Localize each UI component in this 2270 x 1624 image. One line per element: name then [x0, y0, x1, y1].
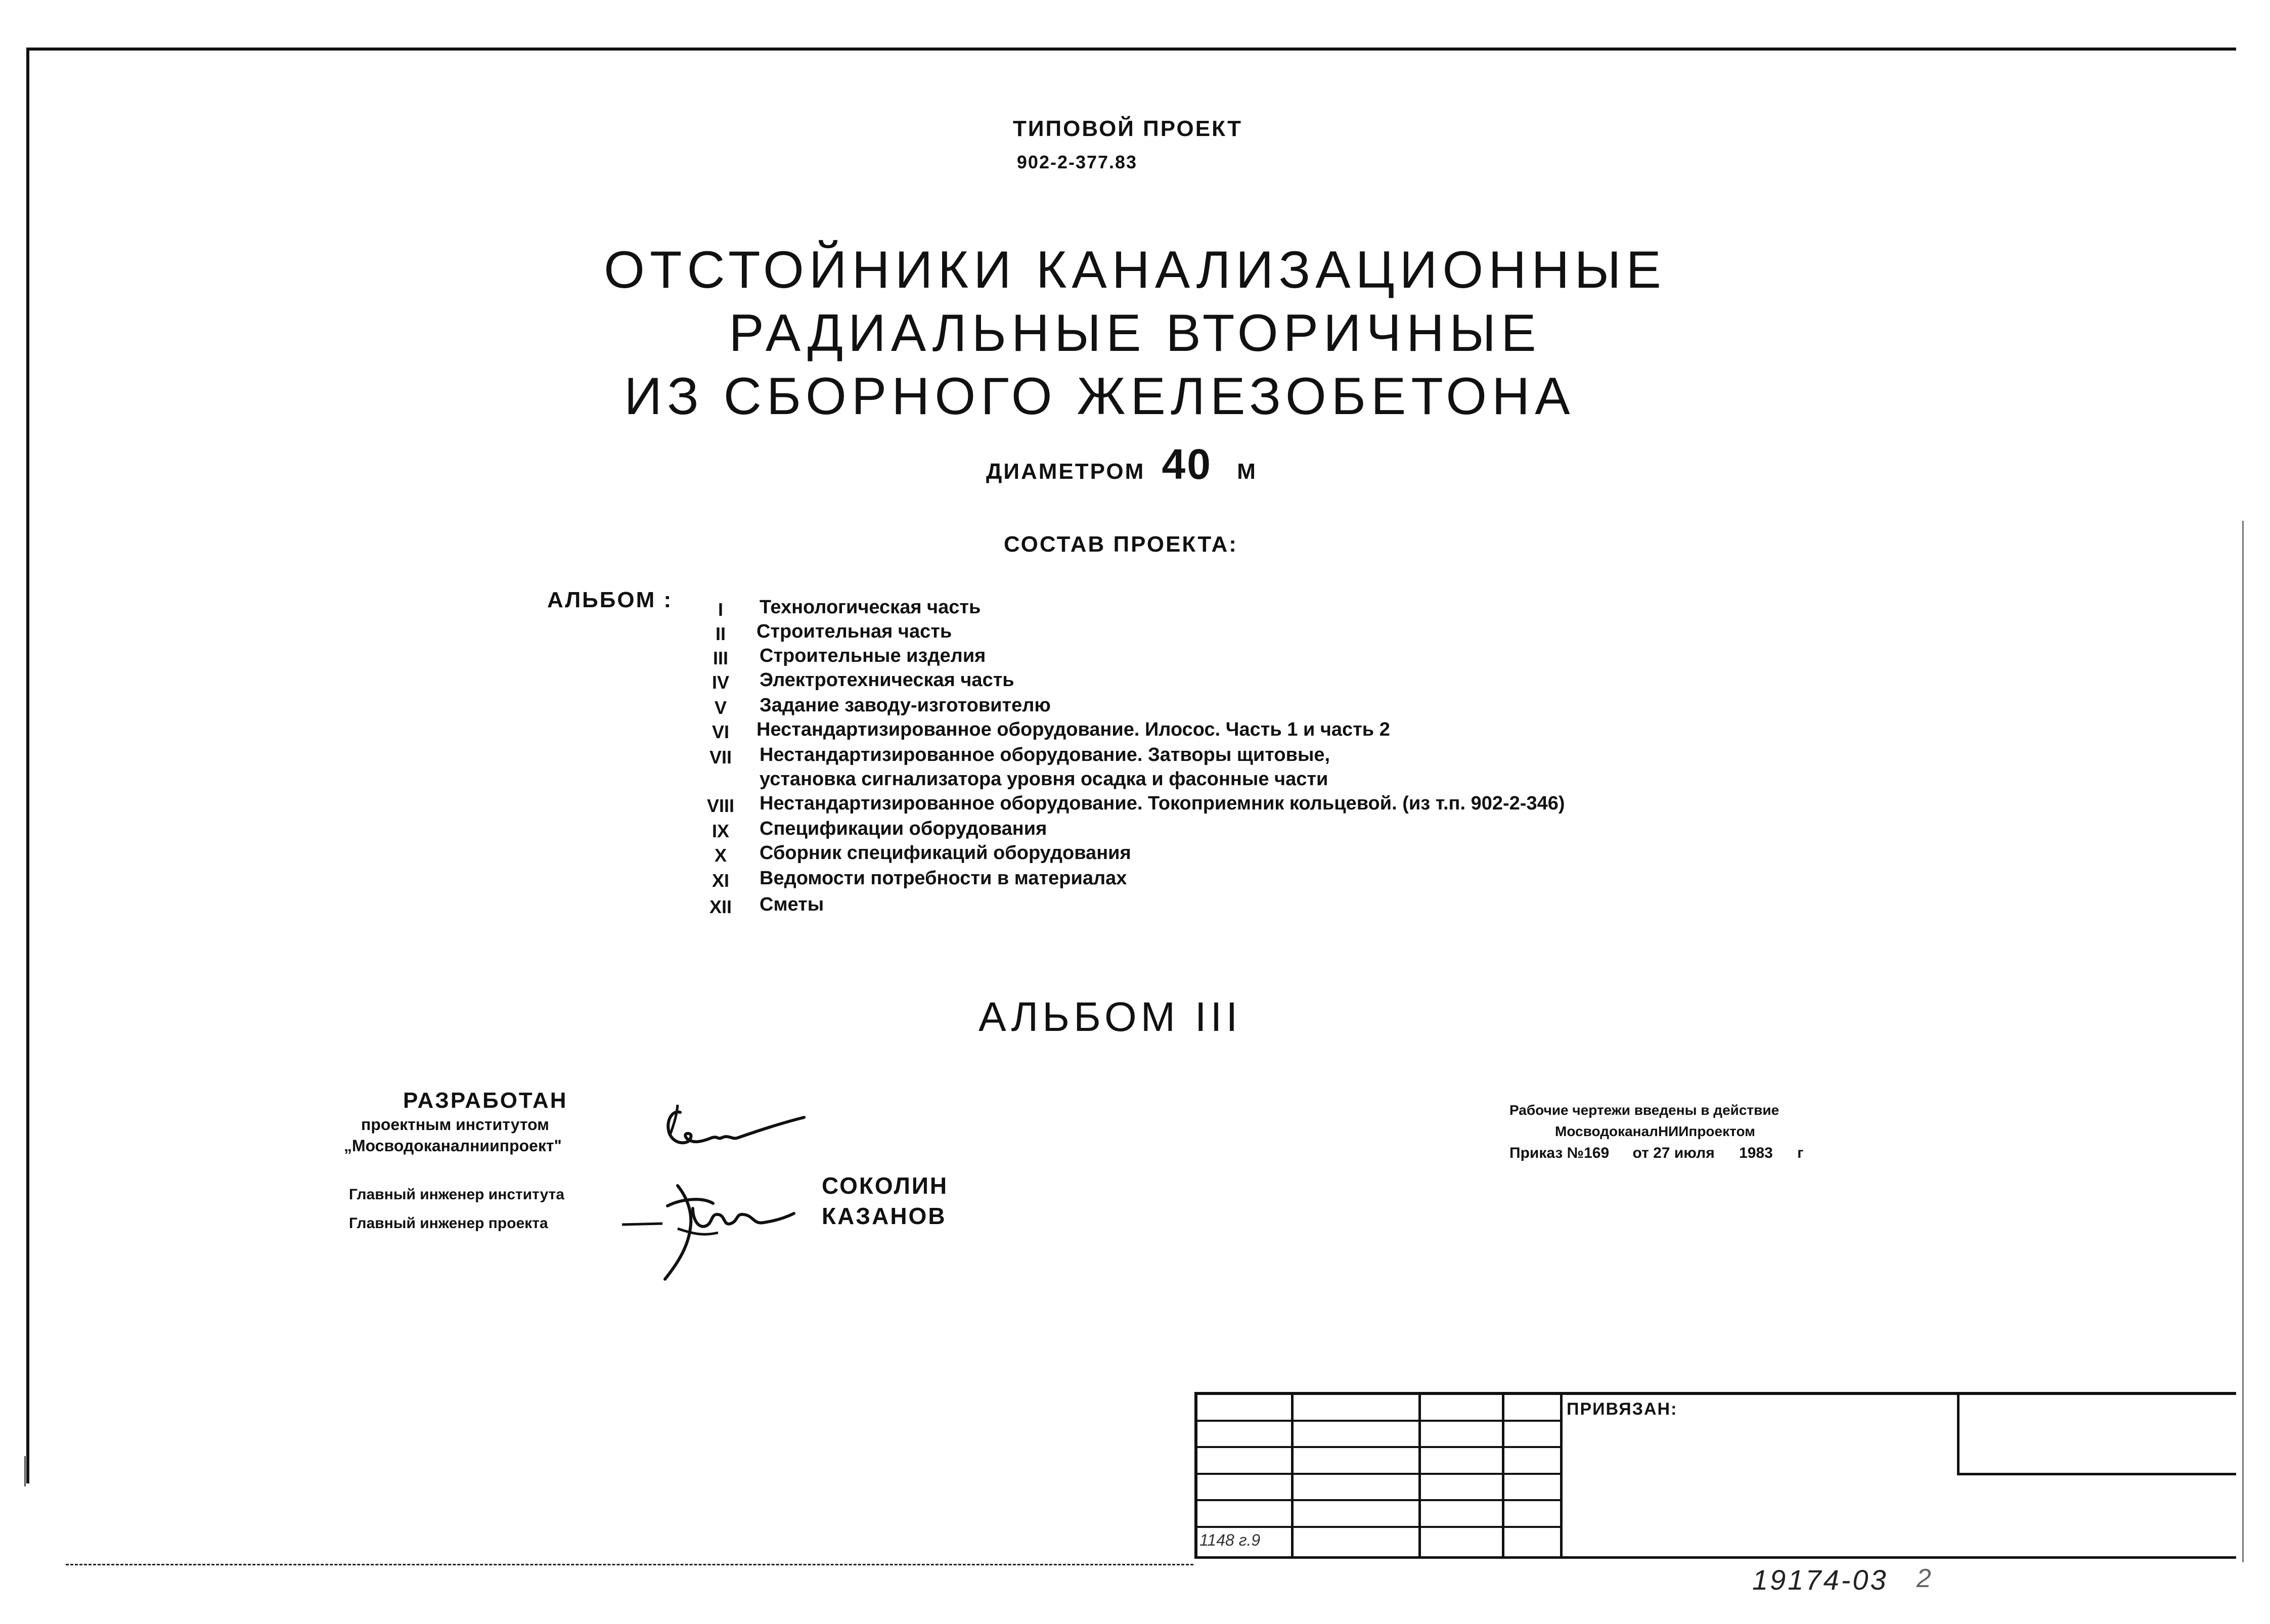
chief-project-label: Главный инженер проекта [349, 1215, 548, 1232]
project-number: 902-2-377.83 [1016, 152, 1138, 172]
album-description: Ведомости потребности в материалах [760, 868, 1127, 889]
approval-order-line [1509, 1145, 1804, 1162]
approval-line-2: МосводоканалНИИпроектом [1555, 1123, 1755, 1139]
title-block-col-divider [1502, 1392, 1504, 1559]
signature-developer-icon [657, 1097, 809, 1163]
inventory-handwritten: 1148 г.9 [1199, 1531, 1261, 1549]
title-line-1: ОТСТОЙНИКИ КАНАЛИЗАЦИОННЫЕ [604, 241, 1666, 299]
album-title: АЛЬБОМ III [978, 994, 1242, 1040]
album-number: VI [711, 721, 729, 742]
chief-institute-label: Главный инженер института [349, 1186, 565, 1203]
attached-label: ПРИВЯЗАН: [1567, 1400, 1678, 1419]
album-number: IV [711, 672, 729, 693]
date-year: 1983 [1739, 1145, 1773, 1161]
title-block-bottom-line [1194, 1556, 2236, 1559]
title-block-col-divider [1291, 1392, 1294, 1559]
developer-line-1: проектным институтом [361, 1115, 549, 1134]
order-number: 169 [1584, 1145, 1610, 1161]
album-description: Нестандартизированное оборудование. Токоприемник кольцевой. (из т.п. 902-2-346) [760, 793, 1565, 814]
title-block-row-line [1194, 1499, 1563, 1501]
title-block-col-divider [1560, 1392, 1563, 1559]
album-number: II [715, 623, 726, 644]
date-month: июля [1674, 1145, 1715, 1161]
album-number: V [714, 697, 727, 718]
contents-heading: СОСТАВ ПРОЕКТА: [1004, 532, 1238, 557]
frame-top-line [26, 48, 2236, 51]
album-label: АЛЬБОМ : [547, 588, 673, 612]
diameter-line [986, 440, 1257, 489]
album-number: VII [709, 747, 732, 768]
album-description: Электротехническая часть [760, 669, 1014, 691]
signature-chief-icon [617, 1178, 799, 1284]
series-label: ТИПОВОЙ ПРОЕКТ [1013, 116, 1242, 141]
album-description: Сметы [760, 894, 824, 915]
chief-institute-name: СОКОЛИН [822, 1172, 949, 1199]
diameter-unit: М [1237, 459, 1257, 484]
diameter-value: 40 [1162, 440, 1212, 488]
sheet-number: 2 [1917, 1564, 1931, 1593]
chief-project-name: КАЗАНОВ [822, 1203, 947, 1229]
archive-number: 19174-03 [1752, 1564, 1888, 1596]
title-line-3: ИЗ СБОРНОГО ЖЕЛЕЗОБЕТОНА [624, 367, 1575, 426]
title-block-row-line [1194, 1526, 1563, 1528]
title-block-top-border [1194, 1392, 2236, 1395]
title-block-row-line [1194, 1473, 1563, 1475]
title-block-col-divider [1957, 1392, 1960, 1473]
album-description: установка сигнализатора уровня осадка и фасонные части [760, 769, 1328, 790]
album-description: Строительная часть [756, 621, 952, 642]
album-number: X [714, 845, 727, 866]
title-block-row-line [1194, 1420, 1563, 1422]
album-number: IX [711, 821, 729, 841]
date-prefix: от [1632, 1145, 1649, 1161]
album-number: XI [711, 870, 729, 891]
diameter-label: ДИАМЕТРОМ [986, 459, 1145, 484]
album-number: VIII [706, 795, 735, 816]
album-description: Спецификации оборудования [760, 818, 1047, 839]
album-description: Задание заводу-изготовителю [760, 695, 1051, 716]
title-block-row-line [1194, 1446, 1563, 1448]
title-line-2: РАДИАЛЬНЫЕ ВТОРИЧНЫЕ [729, 304, 1541, 363]
album-number: I [718, 599, 723, 620]
album-number: XII [709, 896, 732, 917]
right-edge-tick [2242, 521, 2244, 1562]
title-block-left-border [1194, 1392, 1197, 1559]
title-block-line [1957, 1473, 2236, 1475]
album-description: Нестандартизированное оборудование. Затворы щитовые, [760, 744, 1330, 765]
order-label: Приказ № [1509, 1145, 1584, 1161]
left-edge-stub [24, 1456, 26, 1486]
developer-line-2: „Мосводоканалниипроект" [344, 1137, 562, 1155]
approval-line-1: Рабочие чертежи введены в действие [1509, 1102, 1779, 1118]
developer-heading: РАЗРАБОТАН [403, 1088, 568, 1113]
date-day: 27 [1653, 1145, 1670, 1161]
album-description: Сборник спецификаций оборудования [760, 842, 1131, 864]
album-description: Нестандартизированное оборудование. Илосос. Часть 1 и часть 2 [756, 719, 1390, 740]
album-number: III [713, 648, 728, 668]
title-block-col-divider [1418, 1392, 1421, 1559]
album-description: Строительные изделия [760, 645, 986, 666]
bottom-cut-line [66, 1564, 1193, 1565]
album-description: Технологическая часть [760, 597, 981, 618]
year-suffix: г [1797, 1145, 1804, 1161]
